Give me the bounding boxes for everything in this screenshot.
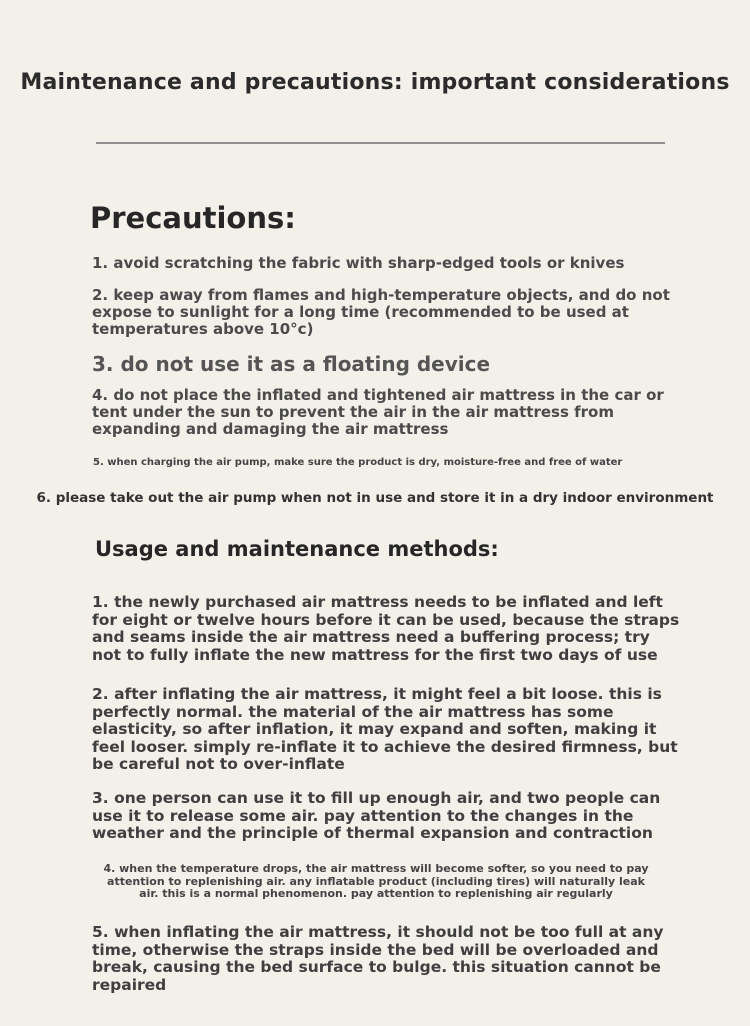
- usage-item-5: 5. when inflating the air mattress, it should not be too full at any time, otherwise the straps inside the bed will be overloaded and break, causing the bed surface to bulge. this situation cannot be repaired: [92, 923, 664, 994]
- usage-item-3: 3. one person can use it to fill up enough air, and two people can use it to release some air. pay attention to the changes in the weather and the principle of thermal expansion and contraction: [92, 789, 661, 842]
- precaution-item-3: 3. do not use it as a floating device: [92, 352, 491, 376]
- usage-item-1: 1. the newly purchased air mattress needs to be inflated and left for eight or twelve hours before it can be used, because the straps and seams inside the air mattress need a buffering process; try not to fully inflate the new mattress for the first two days of use: [92, 593, 680, 664]
- precaution-item-5: 5. when charging the air pump, make sure the product is dry, moisture-free and free of water: [93, 457, 623, 468]
- precaution-item-2: 2. keep away from flames and high-temperature objects, and do not expose to sunlight for a long time (recommended to be used at temperatures above 10°c): [92, 286, 670, 338]
- page-title: Maintenance and precautions: important considerations: [20, 70, 730, 95]
- precautions-heading: Precautions:: [90, 201, 296, 235]
- precaution-item-4: 4. do not place the inflated and tightened air mattress in the car or tent under the sun to prevent the air in the air mattress from expanding and damaging the air mattress: [92, 386, 664, 438]
- usage-heading: Usage and maintenance methods:: [95, 537, 499, 561]
- usage-item-4: 4. when the temperature drops, the air mattress will become softer, so you need to pay attention to replenishing air. any inflatable product (including tires) will naturally leak air. this is a normal phenomenon. pay attention to replenishing air regularly: [103, 862, 649, 900]
- usage-item-2: 2. after inflating the air mattress, it might feel a bit loose. this is perfectly normal. the material of the air mattress has some elasticity, so after inflation, it may expand and soften, making it feel looser. simply re-inflate it to achieve the desired firmness, but be careful not to over-inflate: [92, 685, 678, 773]
- precaution-item-1: 1. avoid scratching the fabric with sharp-edged tools or knives: [92, 254, 625, 272]
- precaution-item-6: 6. please take out the air pump when not in use and store it in a dry indoor environment: [36, 490, 714, 506]
- title-divider: [96, 142, 665, 144]
